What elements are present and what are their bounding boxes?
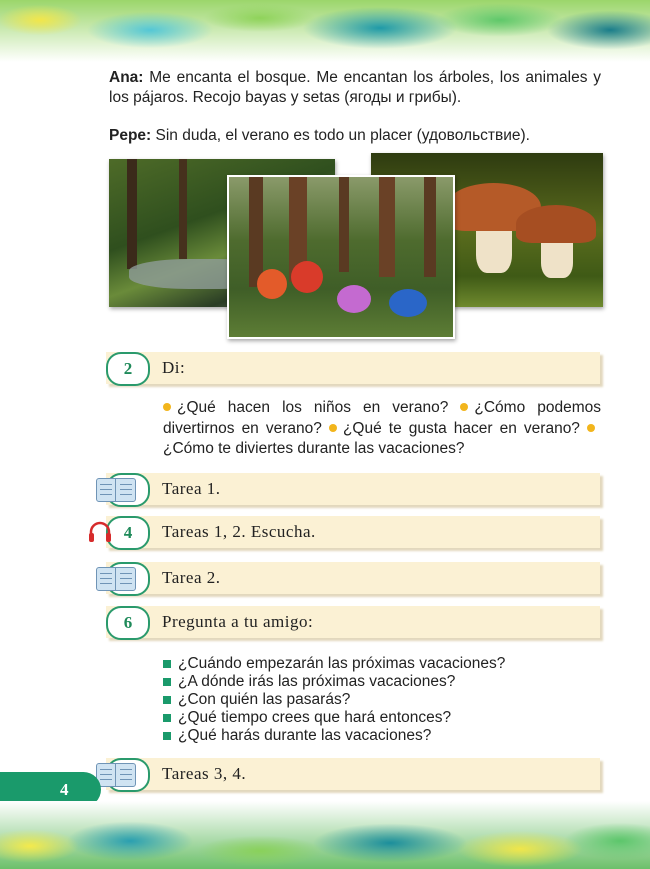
bullet-dot-icon: [460, 403, 468, 411]
exercise-6-number: 6: [106, 606, 150, 640]
exercise-7: [106, 758, 600, 790]
exercise-5-bar: [106, 562, 600, 594]
dialog-ana: [109, 68, 601, 108]
bullet-dot-icon: [587, 424, 595, 432]
children-picking-mushrooms-photo: [227, 175, 455, 339]
bullet-dot-icon: [329, 424, 337, 432]
list-item: ¿Cuándo empezarán las próximas vacaciones?: [163, 655, 505, 673]
di-question-3: ¿Qué te gusta hacer en verano?: [342, 419, 580, 437]
photo-collage: [109, 153, 603, 338]
pregunta-questions: [163, 655, 505, 745]
di-question-2: ¿Cómo podemos divertirnos en verano?: [163, 399, 601, 437]
exercise-3-title: Tarea 1.: [162, 479, 221, 498]
exercise-2-bar: [106, 352, 600, 384]
list-item: ¿Qué harás durante las vacaciones?: [163, 727, 505, 745]
book-icon[interactable]: [96, 763, 136, 785]
exercise-6-title: Pregunta a tu amigo:: [162, 612, 314, 631]
exercise-4-number: 4: [106, 516, 150, 550]
di-questions: [163, 398, 601, 460]
list-item: ¿A dónde irás las próximas vacaciones?: [163, 673, 505, 691]
dialog-pepe-text: Sin duda, el verano es todo un placer (удовольствие).: [151, 127, 530, 144]
exercise-4: [106, 516, 600, 548]
exercise-6: [106, 606, 600, 638]
bullet-square-icon: [163, 732, 171, 740]
dialog-pepe: [109, 126, 601, 146]
dialog-ana-text: Me encanta el bosque. Me encantan los árboles, los animales y los pájaros. Recojo bayas y setas (ягоды и грибы).: [109, 69, 601, 106]
exercise-3-bar: [106, 473, 600, 505]
bullet-square-icon: [163, 660, 171, 668]
bullet-square-icon: [163, 696, 171, 704]
speaker-ana: Ana:: [109, 69, 144, 86]
di-question-4: ¿Cómo te diviertes durante las vacaciones?: [163, 440, 465, 457]
bottom-decorative-border: [0, 801, 650, 869]
list-item: ¿Con quién las pasarás?: [163, 691, 505, 709]
exercise-2-number: 2: [106, 352, 150, 386]
exercise-6-bar: [106, 606, 600, 638]
di-question-1: ¿Qué hacen los niños en verano?: [177, 399, 449, 416]
book-icon[interactable]: [96, 478, 136, 500]
headphones-icon[interactable]: [88, 521, 112, 543]
speaker-pepe: Pepe:: [109, 127, 152, 144]
bullet-square-icon: [163, 714, 171, 722]
exercise-5: [106, 562, 600, 594]
book-icon[interactable]: [96, 567, 136, 589]
top-decorative-border: [0, 0, 650, 62]
page-number: 4: [0, 772, 101, 807]
exercise-4-bar: [106, 516, 600, 548]
list-item: ¿Qué tiempo crees que hará entonces?: [163, 709, 505, 727]
exercise-7-bar: [106, 758, 600, 790]
bullet-dot-icon: [163, 403, 171, 411]
exercise-5-title: Tarea 2.: [162, 568, 221, 587]
exercise-2: [106, 352, 600, 384]
bullet-square-icon: [163, 678, 171, 686]
exercise-3: [106, 473, 600, 505]
exercise-4-title: Tareas 1, 2. Escucha.: [162, 522, 316, 541]
exercise-2-title: Di:: [162, 358, 186, 377]
exercise-7-title: Tareas 3, 4.: [162, 764, 247, 783]
